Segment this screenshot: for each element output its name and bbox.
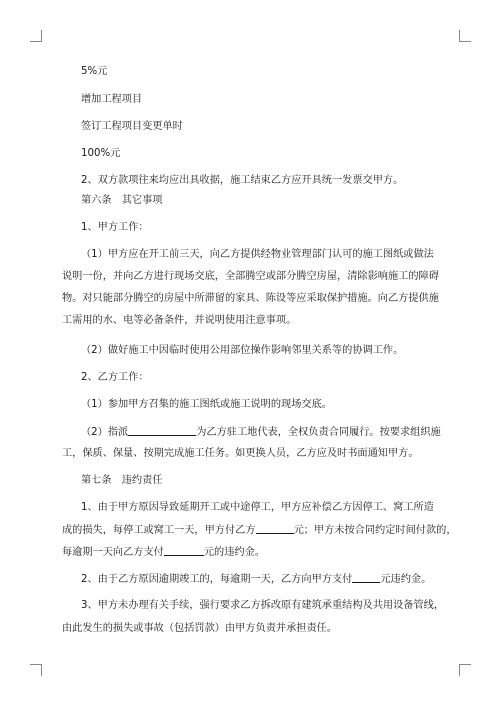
fill-in-blank[interactable] xyxy=(128,425,196,436)
text-segment: 元的违约金。 xyxy=(203,547,265,558)
text-line: （1）甲方应在开工前三天，向乙方提供经物业管理部门认可的施工图纸或做法 xyxy=(81,249,434,260)
article-heading: 第六条 其它事项 xyxy=(81,195,163,206)
text-segment: 2、由于乙方原因逾期竣工的，每逾期一天，乙方向甲方支付 xyxy=(81,574,353,585)
text-line xyxy=(62,523,457,538)
text-line: 工需用的水、电等必备条件，并说明使用注意事项。 xyxy=(62,315,297,326)
text-segment: 元；甲方未按合同约定时间付款的， xyxy=(293,525,457,536)
text-line xyxy=(62,545,265,560)
text-line: 1、甲方工作： xyxy=(81,222,149,233)
text-line: （1）参加甲方召集的施工图纸或施工说明的现场交底。 xyxy=(81,399,332,410)
text-line: 工，保质、保量、按期完成施工任务。如更换人员，乙方应及时书面通知甲方。 xyxy=(62,448,419,459)
text-line: 100%元 xyxy=(81,148,121,159)
text-line xyxy=(81,425,441,440)
text-segment: 元违约金。 xyxy=(380,574,432,585)
crop-mark-bottom-left xyxy=(30,664,42,676)
text-line: 签订工程项目变更单时 xyxy=(81,121,183,132)
text-line: 2、乙方工作： xyxy=(81,372,149,383)
text-line: 说明一份，并向乙方进行现场交底，全部腾空或部分腾空房屋，清除影响施工的障碍 xyxy=(62,271,439,282)
text-line xyxy=(81,572,431,587)
text-line: 由此发生的损失或事故（包括罚款）由甲方负责并承担责任。 xyxy=(62,623,338,634)
text-segment: 成的损失，每停工或窝工一天，甲方付乙方 xyxy=(62,525,256,536)
article-heading: 第七条 违约责任 xyxy=(81,475,163,486)
text-line: 2、双方款项往来均应出具收据，施工结束乙方应开具统一发票交甲方。 xyxy=(81,175,404,186)
crop-mark-top-left xyxy=(30,30,42,42)
text-line: 5%元 xyxy=(81,66,108,77)
fill-in-blank[interactable] xyxy=(352,572,380,583)
fill-in-blank[interactable] xyxy=(256,523,294,534)
text-segment: （2）指派 xyxy=(81,427,129,438)
text-line: （2）做好施工中因临时使用公用部位操作影响邻里关系等的协调工作。 xyxy=(81,345,404,356)
crop-mark-bottom-right xyxy=(459,664,471,676)
fill-in-blank[interactable] xyxy=(164,545,204,556)
text-line: 3、甲方未办理有关手续，强行要求乙方拆改原有建筑承重结构及共用设备管线， xyxy=(81,600,445,611)
text-line: 物。对只能部分腾空的房屋中所滞留的家具、陈设等应采取保护措施。向乙方提供施 xyxy=(62,293,439,304)
crop-mark-top-right xyxy=(459,30,471,42)
text-segment: 每逾期一天向乙方支付 xyxy=(62,547,164,558)
text-line: 1、由于甲方原因导致延期开工或中途停工，甲方应补偿乙方因停工、窝工所造 xyxy=(81,502,434,513)
text-segment: 为乙方驻工地代表，全权负责合同履行。按要求组织施 xyxy=(196,427,441,438)
text-line: 增加工程项目 xyxy=(81,94,143,105)
